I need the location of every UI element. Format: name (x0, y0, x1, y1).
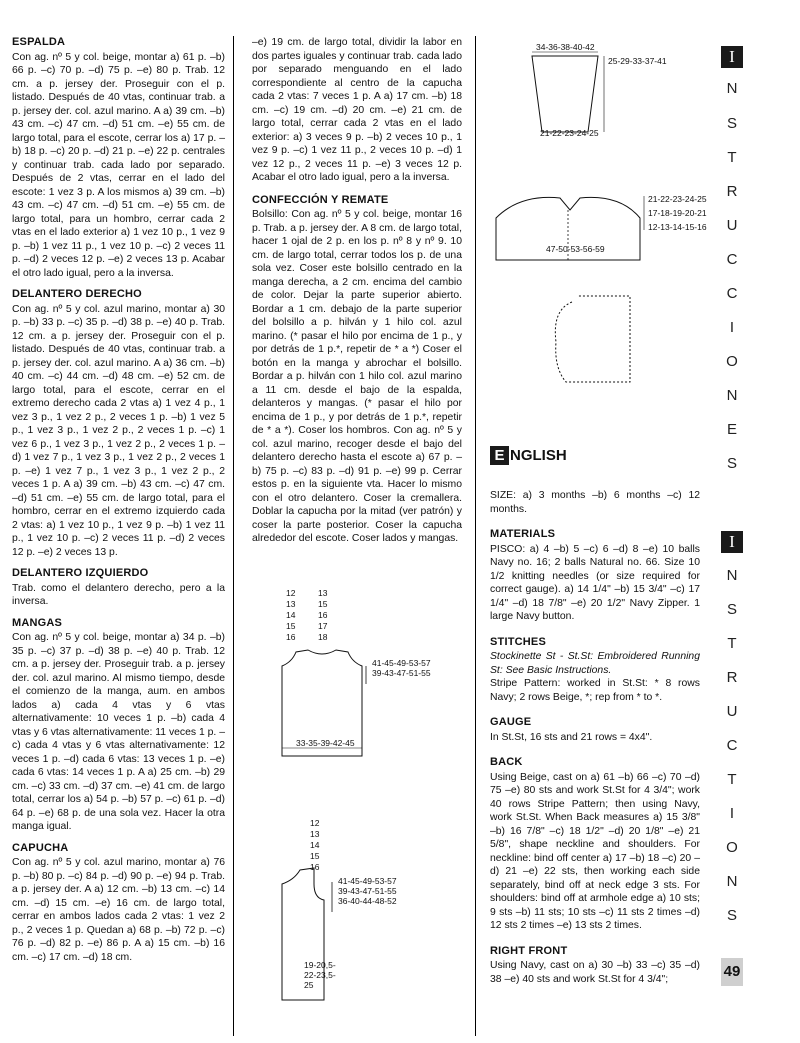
pocket-outline (555, 296, 630, 382)
heading-right-front: RIGHT FRONT (490, 944, 568, 957)
text-espalda: Con ag. nº 5 y col. beige, montar a) 61 p. –b) 66 p. –c) 70 p. –d) 75 p. –e) 80 p. Trab. 12 cm. a p. jersey der. Proseguir con el p. listado. Después de 40 vtas, continuar trab. a p. jersey der. col. azul marino. A a) 39 cm. –b) 43 cm. –c) 47 cm. –d) 51 cm. –e) 55 cm. de largo total, para el escote, cerrar los a) 17 p. –b) 18 p. –c) 20 p. –d) 21 p. –e) 22 p. centrales y continuar trab. cada lado por separado. Después de 2 vtas, cerrar en el lado del escote: 1 vez 3 p. A los mismos a) 39 cm. –b) 43 cm. –c) 47 cm. –d) 51 cm. –e) 55 cm. de largo total, para un hombro, cerrar cada 2 vtas en el lado exterior a) 1 vez 10 p., 1 vez 9 p. –b) 1 vez 11 p., 1 vez 10 p. –c) 2 veces 11 p. –d) 2 veces 12 p. –e) 2 veces 13 p. Acabar el otro lado igual, pero a la inversa. (12, 51, 225, 279)
pocket-schematic (550, 294, 640, 386)
text-capucha-cont: –e) 19 cm. de largo total, dividir la labor en dos partes iguales y continuar trab. cada lado por separado menguando en el lado correspondiente al centro de la capucha cada 2 vtas: 7 veces 1 p. A a) 17 cm. –b) 18 cm. –c) 19 cm. –d) 20 cm. –e) 21 cm. de largo total, cerrar cada 2 vtas en el lado exterior: a) 3 veces 9 p. –b) 2 veces 10 p., 1 vez 9 p. –c) 1 vez 11 p., 2 veces 10 p. –d) 1 vez 12 p., 2 veces 11 p. –e) 3 veces 12 p. Acabar el otro lado igual, pero a la inversa. (252, 37, 462, 183)
text-right-front: Using Navy, cast on a) 30 –b) 33 –c) 35 –d) 38 –e) 40 sts and work St.St for 4 3/4"; (490, 960, 700, 985)
heading-delantero-derecho: DELANTERO DERECHO (12, 288, 142, 300)
text-delantero-izquierdo: Trab. como el delantero derecho, pero a la inversa. (12, 582, 225, 607)
heading-espalda: ESPALDA (12, 36, 66, 48)
english-header-rest: NGLISH (510, 447, 567, 464)
text-materials: PISCO: a) 4 –b) 5 –c) 6 –d) 8 –e) 10 balls Navy no. 16; 2 balls Natural no. 66. Size 10 1/2 knitting needles (or size required for correct gauge). a) 14 1/4" –b) 15 3/4" –c) 17 1/4" –d) 18 7/8" –e) 20 1/2" Navy Zipper. 1 large Navy button. (490, 543, 700, 622)
back-label-width: 33-35-39-42-45 (296, 738, 355, 748)
back-label-right-stack: 13 15 16 17 18 (318, 588, 328, 642)
pocket-schematic-svg (550, 294, 640, 386)
text-stitches-1: Stockinette St - St.St: Embroidered Running St: See Basic Instructions. (490, 651, 700, 676)
back-label-length-2: 39-43-47-51-55 (372, 668, 431, 678)
text-mangas: Con ag. nº 5 y col. beige, montar a) 34 p. –b) 35 p. –c) 37 p. –d) 38 p. –e) 40 p. Trab. 12 cm. a p. jersey der. Proseguir trab. a p. jersey der. col. azul marino. Al mismo tiempo, desde el comienzo de la manga, aum. en ambos lados a) cada 4 vtas y 6 vtas alternativamente: 10 veces 1 p. –b) cada 4 vtas y 6 vtas alternativamente: 11 veces 1 p. –c) cada 4 vtas y 6 vtas alternativamente: 12 veces 1 p. –d) cada 6 vtas: 13 veces 1 p. –e) cada 6 vtas: 14 veces 1 p. A a) 25 cm. –b) 29 cm. –c) 33 cm. –d) 37 cm. –e) 41 cm. de largo total, cerrar los a) 54 p. –b) 57 p. –c) 61 p. –d) 64 p. –e) 68 p. de una sola vez. Hacer la otra manga igual. (12, 632, 225, 832)
hood-label-1: 21-22-23-24-25 (648, 194, 707, 204)
text-stitches-2: Stripe Pattern: worked in St.St: * 8 rows Navy; 2 rows Beige, *; rep from * to *. (490, 678, 700, 703)
front-schematic-svg (262, 812, 472, 1008)
front-label-stack: 12 13 14 15 16 (310, 818, 320, 872)
english-language-header (490, 446, 567, 465)
heading-back: BACK (490, 756, 523, 768)
sleeve-label-bottom: 21-22-23-24-25 (540, 128, 599, 138)
sleeve-label-length: 25-29-33-37-41 (608, 56, 667, 66)
text-capucha: Con ag. nº 5 y col. azul marino, montar a) 76 p. –b) 80 p. –c) 84 p. –d) 90 p. –e) 94 p. Trab. a p. jersey der. A a) 12 cm. –b) 13 cm. –c) 14 cm. –d) 15 cm. –e) 16 cm. de largo total, cerrar en ambos lados cada 2 vtas: 1 vez 2 p., 2 veces 1 p. Quedan a) 68 p. –b) 72 p. –c) 76 p. –d) 82 p. –e) 86 p. A a) 15 cm. –b) 16 cm. –c) 17 cm. –d) 18 cm. (12, 857, 225, 963)
hood-label-2: 17-18-19-20-21 (648, 208, 707, 218)
text-confeccion: Bolsillo: Con ag. nº 5 y col. beige, montar 16 p. Trab. a p. jersey der. A 8 cm. de largo total, hacer 1 ojal de 2 p. en los p. nº 8 y nº 9. 10 cm. de largo total, cerrar todos los p. de una sola vez. Coser este bolsillo centrado en la manga derecha, a 2 cm. encima del cambio de color. Dejar la parte superior abierto. Bordar a 1 cm. debajo de la parte superior del bolsillo a p. hilván y 1 hilo col. azul marino. (* pasar el hilo por encima de 1 p., y por detrás de 1 p.*, repetir de * a *) Coser el botón en la manga y abrochar el bolsillo. Bordar a p. hilván con 1 hilo col. azul marino a 11 cm. desde el bajo de la espalda, delanteros y mangas. (* pasar el hilo por encima de 1 p., y por detrás de 1 p.*, repetir de * a *). Coser los hombros. Con ag. nº 5 y col. azul marino, recoger desde el bajo del delantero derecho hasta el escote a) 67 p. –b) 75 p. –c) 83 p. –d) 91 p. –e) 99 p. Cerrar estos p. en la siguiente vta. Hacer lo mismo con el otro delantero. Coser la cremallera. Doblar la capucha por la mitad (ver patrón) y coser la parte posterior. Coser la capucha alrededor del escote. Coser lados y mangas. (252, 209, 462, 544)
spanish-column-1 (12, 36, 225, 964)
heading-mangas: MANGAS (12, 616, 63, 629)
back-schematic (262, 588, 472, 758)
heading-confeccion: CONFECCIÓN Y REMATE (252, 193, 389, 206)
sleeve-schematic (510, 40, 710, 150)
heading-gauge: GAUGE (490, 716, 532, 728)
back-label-length-1: 41-45-49-53-57 (372, 658, 431, 668)
text-delantero-derecho: Con ag. nº 5 y col. azul marino, montar a) 30 p. –b) 33 p. –c) 35 p. –d) 38 p. –e) 40 p. Trab. 12 cm. a p. jersey der. Proseguir con el p. listado. Después de 40 vtas, continuar trab. a p. jersey der. col. azul marino. A a) 36 cm. –b) 40 cm. –c) 44 cm. –d) 48 cm. –e) 52 cm. de largo total, para el escote, cerrar en el extremo derecho cada 2 vtas a) 1 vez 4 p., 1 vez 3 p., 1 vez 2 p., 2 veces 1 p. –b) 1 vez 5 p., 1 vez 3 p., 1 vez 2 p., 2 veces 1 p. –c) 1 vez 6 p., 1 vez 3 p., 1 vez 2 p., 2 veces 1 p. –d) 1 vez 7 p., 1 vez 3 p., 1 vez 2 p., 2 veces 1 p. –e) 1 vez 7 p., 1 vez 3 p., 1 vez 2 p., 2 veces 1 p. A a) 39 cm. –b) 43 cm. –c) 47 cm. –d) 51 cm. –e) 55 cm. de largo total, para el hombro, cerrar en el extremo izquierdo cada 2 vtas: a) 1 vez 10 p., 1 vez 9 p. –b) 1 vez 11 p., 1 vez 10 p. –c) 2 veces 11 p. –d) 2 veces 12 p. –e) 2 veces 13 p. (12, 303, 225, 558)
hood-label-width: 47-50-53-56-59 (546, 244, 605, 254)
instructions-initial-badge: I (721, 531, 743, 553)
hood-schematic (490, 190, 715, 270)
back-label-left-stack: 12 13 14 15 16 (286, 588, 296, 642)
front-label-length-3: 36-40-44-48-52 (338, 896, 397, 906)
english-column (490, 489, 700, 986)
page-number: 49 (721, 958, 743, 986)
heading-capucha: CAPUCHA (12, 841, 69, 854)
hood-label-3: 12-13-14-15-16 (648, 222, 707, 232)
sleeve-label-top: 34-36-38-40-42 (536, 42, 595, 52)
spanish-column-2 (252, 36, 462, 546)
front-label-length-2: 39-43-47-51-55 (338, 886, 397, 896)
english-initial-box: E (490, 446, 509, 465)
front-schematic (262, 812, 472, 1008)
front-label-width: 19-20,5-22-23,5-25 (304, 960, 336, 990)
instrucciones-initial-badge: I (721, 46, 743, 68)
column-divider-2 (475, 36, 476, 1036)
text-size: SIZE: a) 3 months –b) 6 months –c) 12 months. (490, 490, 700, 515)
heading-stitches: STITCHES (490, 635, 546, 648)
column-divider-1 (233, 36, 234, 1036)
text-back: Using Beige, cast on a) 61 –b) 66 –c) 70 –d) 75 –e) 80 sts and work St.St for 4 3/4"; work 40 rows Stripe Pattern; then using Navy, work St.St. When Back measures a) 15 3/8" –b) 16 7/8" –c) 18 1/2" –d) 20 1/8" –e) 21 5/8", shape neckline and shoulders. For neckline: bind off center a) 17 –b) 18 –c) 20 –d) 21 –e) 22 sts, then working each side separately, bind off at neck edge 3 sts. For shoulders: bind off at armhole edge a) 10 sts; 9 sts –b) 11 sts; 10 sts –c) 11 sts 2 times –d) 12 sts 2 times –e) 13 sts 2 times. (490, 771, 700, 931)
heading-delantero-izquierdo: DELANTERO IZQUIERDO (12, 567, 149, 579)
sleeve-outline (532, 56, 598, 132)
text-gauge: In St.St, 16 sts and 21 rows = 4x4". (490, 731, 653, 743)
front-label-length-1: 41-45-49-53-57 (338, 876, 397, 886)
heading-materials: MATERIALS (490, 528, 556, 540)
